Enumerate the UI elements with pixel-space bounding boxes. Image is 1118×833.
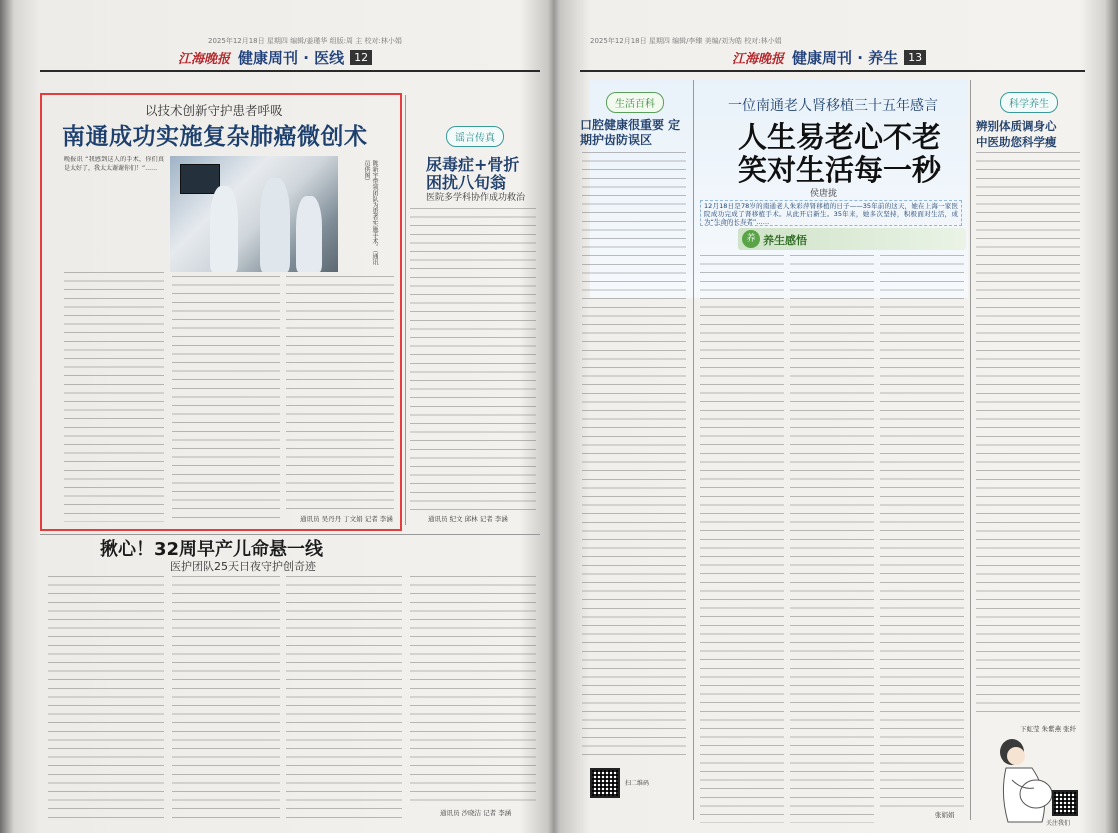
column-divider <box>405 95 406 525</box>
qr-code-icon[interactable] <box>590 768 620 798</box>
sidebar-headline-1: 尿毒症+骨折 <box>426 155 520 174</box>
right-masthead-section: 健康周刊 · 养生 <box>792 48 899 67</box>
right-date-line: 2025年12月18日 星期四 编辑/李臻 美编/刘为皓 校对:林小娟 <box>590 37 782 45</box>
left-lead-column-3 <box>286 276 394 512</box>
hero-headline-line2: 笑对生活每一秒 <box>738 153 942 187</box>
doctor-figure <box>260 178 290 272</box>
left-lead-intro <box>64 156 164 272</box>
bottom-headline: 揪心！32周早产儿命悬一线 <box>100 539 324 560</box>
right-column-body <box>976 152 1080 712</box>
sidebar-subhead: 医院多学科协作成功救治 <box>426 193 526 203</box>
right-masthead-logo: 江海晚报 <box>732 51 785 67</box>
left-masthead-logo: 江海晚报 <box>178 51 231 67</box>
qr-label: 关注我们 <box>1046 820 1071 827</box>
right-masthead <box>732 46 926 68</box>
right-column-headline-2: 中医助您科学瘦 <box>976 135 1057 149</box>
surgery-photo <box>170 156 338 272</box>
left-lead-column-1 <box>64 272 164 522</box>
sidebar-body <box>410 208 536 510</box>
bottom-column-1 <box>48 576 164 820</box>
bottom-byline: 通讯员 沙晓洁 记者 李涵 <box>440 809 512 817</box>
yang-column-label: 养生感悟 <box>763 234 807 247</box>
hero-column-3 <box>880 255 964 809</box>
face-shape <box>1007 747 1025 765</box>
bottom-subhead: 医护团队25天日夜守护创奇迹 <box>170 560 316 573</box>
sidebar-headline-2: 困扰八旬翁 <box>426 173 507 192</box>
left-header-rule <box>40 70 540 72</box>
sidebar-tag: 谣言传真 <box>446 126 504 147</box>
hero-lede: 12月18日是78岁的南通老人朱彩萍肾移植的日子——35年前的这天，她在上海一家医院成功完成了肾移植手术。从此开启新生。35年来，她多次坚持，积极面对生活，成为“生命的长寿者”…… <box>704 202 958 226</box>
monitor-graphic <box>180 164 220 194</box>
left-lead-column-2 <box>172 276 280 524</box>
right-side-column <box>582 152 686 762</box>
left-page-number: 12 <box>350 50 372 65</box>
right-science-tag: 科学养生 <box>1000 92 1058 113</box>
left-lead-kicker: 以技术创新守护患者呼吸 <box>145 103 283 118</box>
hero-column-1 <box>700 255 784 823</box>
hero-kicker: 一位南通老人肾移植三十五年感言 <box>728 98 938 114</box>
left-date-line: 2025年12月18日 星期四 编辑/姜瑾华 组版:周 主 校对:林小娟 <box>208 37 402 45</box>
hero-headline-line1: 人生易老心不老 <box>738 120 942 154</box>
photo-caption: 陈新宇带领团队为患者实施手术。（通讯员供图） <box>363 160 378 265</box>
hero-column-2 <box>790 255 874 823</box>
right-column-byline: 下虹莹 朱紫燕 张纤 <box>1020 725 1077 733</box>
bottom-column-4 <box>410 576 536 804</box>
left-lead-intro-text: 晚报讯 “我感到这人的手术，你们真是太好了，我太太谢谢你们！”…… <box>64 156 164 172</box>
bottom-column-3 <box>286 576 402 820</box>
hero-byline: 侯唐拢 <box>810 189 838 199</box>
right-header-rule <box>580 70 1085 72</box>
bottom-column-2 <box>172 576 280 820</box>
left-lead-byline: 通讯员 吴丹丹 丁文娟 记者 李涵 <box>300 515 393 523</box>
yang-seal-icon: 养 <box>742 230 760 248</box>
doctor-figure <box>296 196 322 272</box>
right-side-headline: 口腔健康很重要 定期护齿防误区 <box>580 118 681 147</box>
doctor-figure <box>210 186 238 272</box>
right-page-number: 13 <box>904 50 926 65</box>
left-masthead-section: 健康周刊 · 医线 <box>238 48 345 67</box>
sidebar-byline: 通讯员 纪文 邱林 记者 李涵 <box>428 515 508 523</box>
left-masthead <box>178 46 372 68</box>
left-lead-headline: 南通成功实施复杂肺癌微创术 <box>62 124 368 150</box>
column-divider <box>693 80 694 820</box>
column-divider <box>970 80 971 820</box>
qr-label: 扫二维码 <box>625 780 650 787</box>
right-column-headline-1: 辨别体质调身心 <box>976 119 1057 133</box>
right-lifestyle-tag: 生活百科 <box>606 92 664 113</box>
belly-shape <box>1020 780 1052 808</box>
hero-footer-credit: 张娟娟 <box>935 811 955 819</box>
qr-code-icon[interactable] <box>1052 790 1078 816</box>
